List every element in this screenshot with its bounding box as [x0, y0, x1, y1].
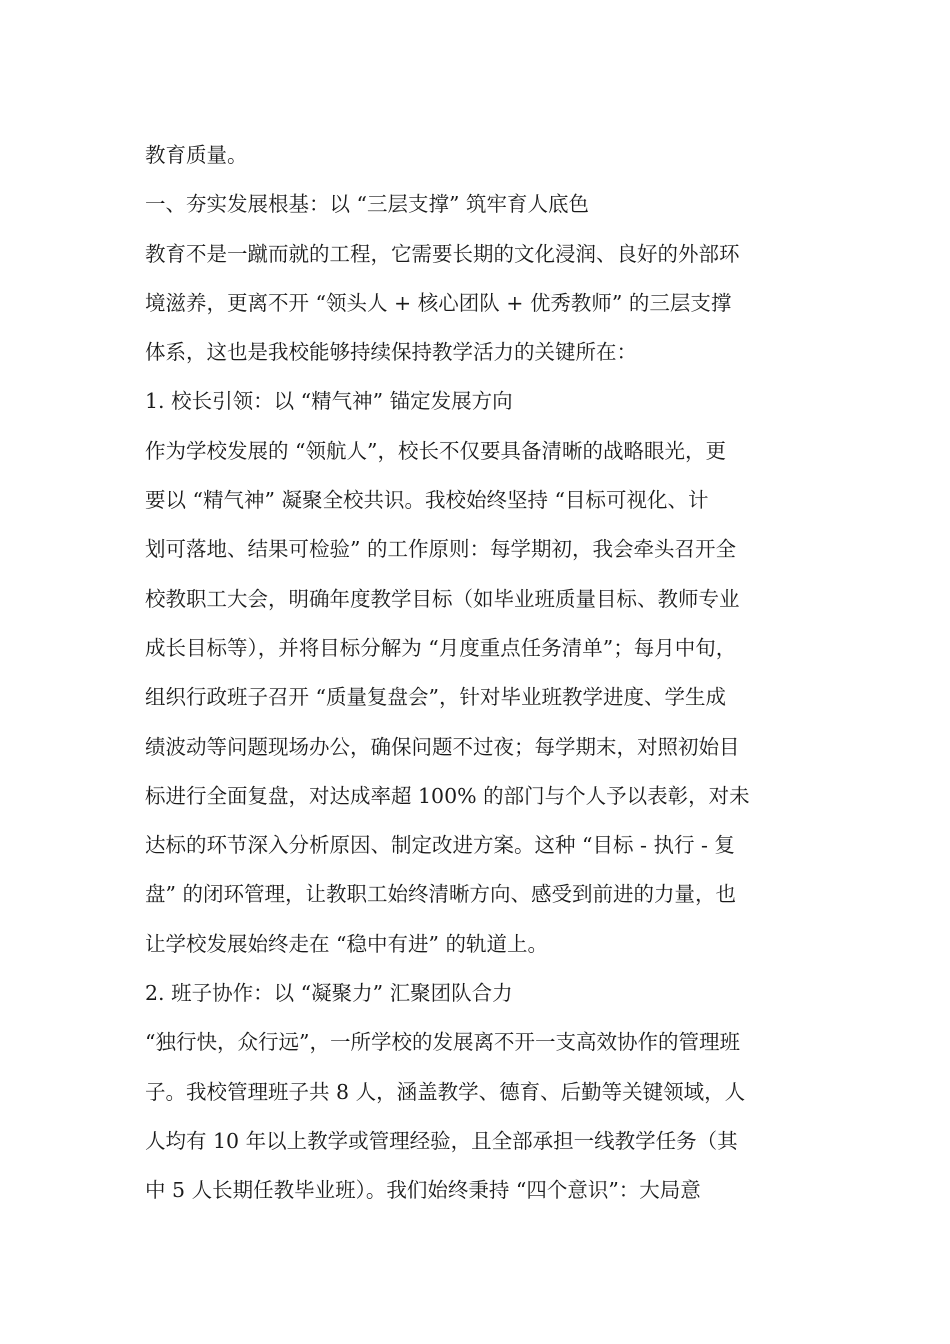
- text-line: 成长目标等），并将目标分解为 “月度重点任务清单”；每月中旬，: [145, 635, 737, 660]
- subsection-heading: 1. 校长引领：以 “精气神” 锚定发展方向: [145, 389, 513, 414]
- text-line: 作为学校发展的 “领航人”，校长不仅要具备清晰的战略眼光，更: [145, 438, 726, 463]
- text-line: 子。我校管理班子共 8 人，涵盖教学、德育、后勤等关键领域，人: [145, 1079, 746, 1104]
- text-line: 盘” 的闭环管理，让教职工始终清晰方向、感受到前进的力量，也: [145, 882, 736, 907]
- section-heading: 一、夯实发展根基：以 “三层支撑” 筑牢育人底色: [145, 192, 589, 217]
- text-line: 校教职工大会，明确年度教学目标（如毕业班质量目标、教师专业: [145, 586, 740, 611]
- text-line: 让学校发展始终走在 “稳中有进” 的轨道上。: [145, 931, 548, 956]
- subsection-heading: 2. 班子协作：以 “凝聚力” 汇聚团队合力: [145, 981, 513, 1006]
- document-body: [145, 131, 817, 1216]
- text-line: 划可落地、结果可检验” 的工作原则：每学期初，我会牵头召开全: [145, 537, 736, 562]
- text-line: 组织行政班子召开 “质量复盘会”，针对毕业班教学进度、学生成: [145, 685, 726, 710]
- text-line: 人均有 10 年以上教学或管理经验，且全部承担一线教学任务（其: [145, 1128, 738, 1153]
- text-line: 绩波动等问题现场办公，确保问题不过夜；每学期末，对照初始目: [145, 734, 740, 759]
- text-line: 标进行全面复盘，对达成率超 100% 的部门与个人予以表彰，对未: [145, 783, 750, 808]
- text-line: 中 5 人长期任教毕业班）。我们始终秉持 “四个意识”：大局意: [145, 1178, 701, 1203]
- text-line: 达标的环节深入分析原因、制定改进方案。这种 “目标 - 执行 - 复: [145, 833, 735, 858]
- text-line: “独行快，众行远”，一所学校的发展离不开一支高效协作的管理班: [145, 1030, 740, 1055]
- text-line: 教育不是一蹴而就的工程，它需要长期的文化浸润、良好的外部环: [145, 241, 740, 266]
- text-line: 体系，这也是我校能够持续保持教学活力的关键所在：: [145, 340, 637, 365]
- text-line: 要以 “精气神” 凝聚全校共识。我校始终坚持 “目标可视化、计: [145, 488, 709, 513]
- text-line: 境滋养，更离不开 “领头人 + 核心团队 + 优秀教师” 的三层支撑: [145, 290, 732, 315]
- text-line: 教育质量。: [145, 143, 248, 167]
